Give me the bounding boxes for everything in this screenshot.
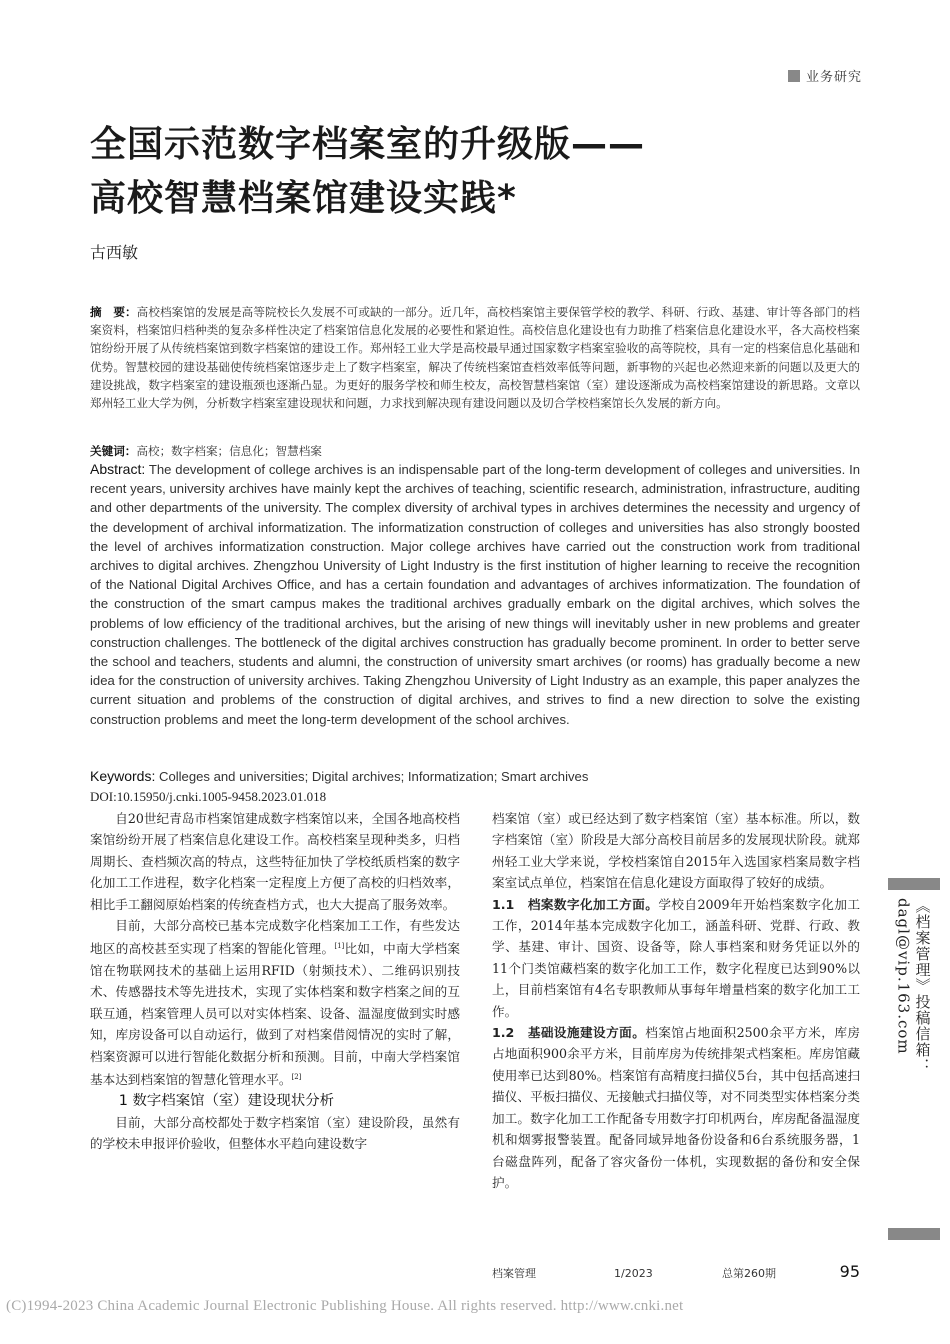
body-paragraph [492,894,860,1022]
body-paragraph [492,1022,860,1193]
abstract-cn [90,303,860,412]
abstract-en-label: Abstract: [90,461,146,477]
keywords-en [90,767,860,786]
title-line-1: 全国示范数字档案室的升级版—— [90,124,646,165]
body-left-column [90,808,460,1155]
keywords-cn-text: 高校；数字档案；信息化；智慧档案 [136,444,322,458]
page-footer [492,1262,860,1281]
keywords-en-text: Colleges and universities; Digital archives; Informatization; Smart archives [155,769,589,784]
body-paragraph [90,915,460,1091]
page-number: 95 [839,1262,860,1281]
body-text: 学校自2009年开始档案数字化加工工作，2014年基本完成数字化加工，涵盖科研、党群、行政、教学、基建、审计、国资、设备等，除人事档案和财务凭证以外的11个门类馆藏档案的数字化加工工作，数字化程度已达到90%以上，目前档案馆有4名专职教师从事每年增量档案的数字化加工工作。 [492,896,860,1019]
body-paragraph: 档案馆（室）或已经达到了数字档案馆（室）基本标准。所以，数字档案馆（室）阶段是大部分高校目前居多的发展现状阶段。就郑州轻工业大学来说，学校档案馆自2015年入选国家档案局数字档案室试点单位，档案馆在信息化建设方面取得了较好的成绩。 [492,811,860,891]
body-right-column [492,808,860,1193]
abstract-cn-label: 摘 要： [90,305,137,319]
abstract-en [90,460,860,729]
section-tag [788,66,862,85]
copyright-watermark: (C)1994-2023 China Academic Journal Electronic Publishing House. All rights reserved. http://www.cnki.net [6,1298,684,1314]
body-paragraph: 目前，大部分高校都处于数字档案馆（室）建设阶段，虽然有的学校未申报评价验收，但整体水平趋向建设数字 [90,1115,460,1152]
body-paragraph: 自20世纪青岛市档案馆建成数字档案馆以来，全国各地高校档案馆纷纷开展了档案信息化建设工作。高校档案呈现种类多，归档周期长、查档频次高的特点，这些特征加快了学校纸质档案的数字化加工工作进程，数字化档案一定程度上方便了高校的归档效率，相比手工翻阅原始档案的传统查档方式，也大大提高了服务效率。 [90,811,460,912]
abstract-en-text: The development of college archives is an indispensable part of the long-term development of colleges and universities. In recent years, university archives have mainly kept the archives of teaching, scientific research, administration, infrastructure, auditing and other departments of the university. The complex diversity of archival types in archives determines the necessity and urgency of the development of archival informatization. The informatization construction of colleges and universities has also strongly boosted the level of archives informatization construction. Major college archives have carried out the construction work from traditional archives to digital archives. Zhengzhou University of Light Industry is the first institution of higher learning to receive the recognition of the National Digital Archives Office, and has a certain foundation and advantages of archives informatization. The foundation of the construction of the smart campus makes the traditional archives gradually embark on the digital archives, which solves the problems of low efficiency of the traditional archives, but the arising of new things will inevitably usher in new problems and greater construction challenges. The bottleneck of the digital archives construction has gradually become prominent. In order to better serve the school and teachers, students and alumni, the construction of university smart archives (or rooms) has gradually become a new idea for the construction of university archives. Taking Zhengzhou University of Light Industry as an example, this paper analyzes the current situation and problems of the construction of digital archives, and strives to find a new direction to solve the existing construction problems and meet the long-term development of the school archives. [90,462,860,727]
sub-heading: 1.1 档案数字化加工方面。 [492,896,659,912]
section-label: 业务研究 [805,70,862,85]
side-bar-top [888,878,940,890]
title-line-2: 高校智慧档案馆建设实践* [90,178,517,219]
submission-email: 《档案管理》投稿信箱：dagl@vip.163.com [894,898,932,1074]
keywords-cn [90,443,860,459]
citation-ref: [2] [291,1073,302,1082]
sub-heading: 1.2 基础设施建设方面。 [492,1025,646,1041]
side-bar-bottom [888,1228,940,1240]
footer-issue: 1/2023 [614,1267,653,1280]
article-title [90,118,870,226]
keywords-en-label: Keywords: [90,768,156,784]
body-text: 档案馆占地面积2500余平方米，库房占地面积900余平方米，目前库房为传统排架式档案柜。库房馆藏使用率已达到80%。档案馆有高精度扫描仪5台，其中包括高速扫描仪、平板扫描仪、无接触式扫描仪等，对不同类型实体档案分类加工。数字化加工工作配备专用数字打印机两台，库房配备温湿度机和烟雾报警装置。配备同域异地备份设备和6台系统服务器，1台磁盘阵列，配备了容灾备份一体机，实现数据的备份和安全保护。 [492,1025,860,1190]
abstract-cn-text: 高校档案馆的发展是高等院校长久发展不可或缺的一部分。近几年，高校档案馆主要保管学校的教学、科研、行政、基建、审计等各部门的档案资料，档案馆归档种类的复杂多样性决定了档案馆信息化发展的必要性和紧迫性。高校信息化建设也有力助推了档案信息化建设水平，各大高校档案馆纷纷开展了从传统档案馆到数字档案馆的建设工作。郑州轻工业大学是高校最早通过国家数字档案室验收的高等院校，具有一定的档案信息化基础和优势。智慧校园的建设基础使传统档案馆逐步走上了数字档案室，解决了传统档案馆查档效率低等问题，新事物的兴起也必然迎来新的问题以及更大的建设挑战，数字档案室的建设瓶颈也逐渐凸显。为更好的服务学校和师生校友，高校智慧档案馆（室）建设逐渐成为高校档案馆建设的新思路。文章以郑州轻工业大学为例，分析数字档案室建设现状和问题，力求找到解决现有建设问题以及切合学校档案馆长久发展的新方向。 [90,305,860,411]
section-heading: 1 数字档案馆（室）建设现状分析 [118,1092,334,1109]
footer-journal: 档案管理 [492,1267,536,1280]
body-text: 目前，大部分高校已基本完成数字化档案加工工作，有些发达地区的高校甚至实现了档案的智能化管理。 [90,918,460,957]
author-name: 古西敏 [90,243,139,262]
footer-total: 总第260期 [722,1267,776,1280]
doi: DOI:10.15950/j.cnki.1005-9458.2023.01.018 [90,789,327,804]
body-text: 比如，中南大学档案馆在物联网技术的基础上运用RFID（射频技术）、二维码识别技术、传感器技术等先进技术，实现了实体档案和数字档案之间的互联互通，档案管理人员可以对实体档案、设备、温湿度做到实时感知，库房设备可以自动运行，做到了对档案借阅情况的实时了解，档案资源可以进行智能化数据分析和预测。目前，中南大学档案馆基本达到档案馆的智慧化管理水平。 [90,941,461,1088]
citation-ref: [1] [334,942,345,951]
side-banner [888,878,940,1240]
section-marker-icon [788,70,800,82]
keywords-cn-label: 关键词： [90,444,137,458]
